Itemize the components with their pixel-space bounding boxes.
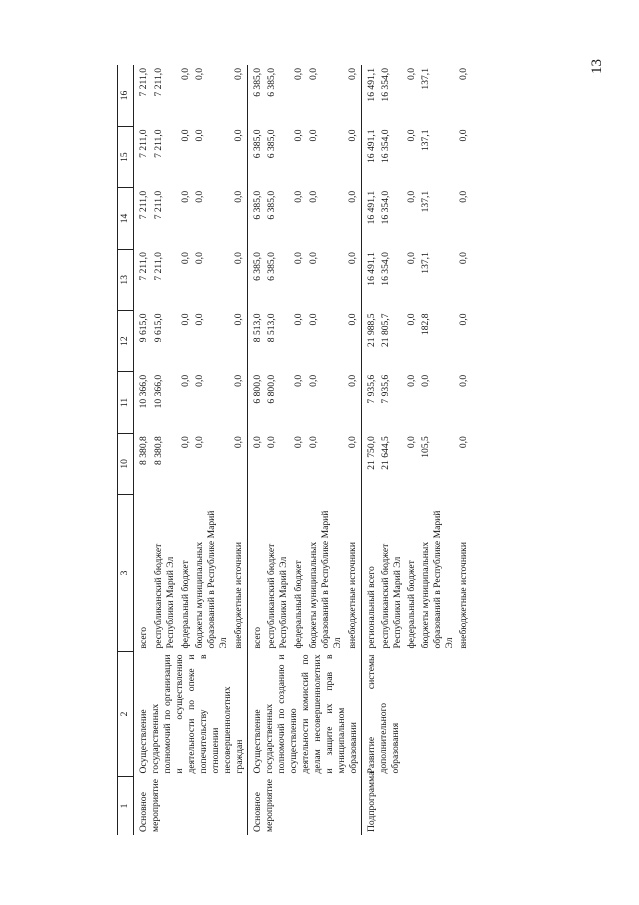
amount-cell: 21 988,5 bbox=[361, 310, 378, 371]
funding-source: всего bbox=[138, 626, 149, 649]
amount-cell: 0,0 bbox=[405, 129, 417, 142]
funding-source: бюджеты муниципальных образований в Республике Марий Эл bbox=[419, 510, 455, 649]
column-number-row bbox=[118, 65, 134, 835]
amount-cell: 0,0 bbox=[194, 252, 205, 265]
amount-cell: 8 513,0 bbox=[247, 310, 265, 371]
amount-cell: 0,0 bbox=[293, 252, 305, 265]
table-row bbox=[361, 65, 378, 835]
amount-cell: 0,0 bbox=[405, 252, 417, 265]
amount-cell: 182,8 bbox=[419, 313, 431, 336]
amount-cell: 16 491,1 bbox=[361, 126, 378, 187]
amount-cell: 0,0 bbox=[293, 68, 305, 80]
col-header: 15 bbox=[118, 126, 134, 187]
funding-source: республиканский бюджет Республики Марий Эл bbox=[152, 543, 176, 649]
amount-cell: 6 385,0 bbox=[247, 249, 265, 310]
amount-cell: 0,0 bbox=[194, 436, 205, 449]
page-number: 13 bbox=[589, 59, 605, 74]
amount-cell: 0,0 bbox=[347, 68, 359, 80]
amount-cell: 6 800,0 bbox=[266, 374, 278, 404]
amount-cell: 7 211,0 bbox=[138, 68, 149, 97]
budget-table bbox=[117, 65, 471, 835]
funding-source: республиканский бюджет Республики Марий Эл bbox=[379, 543, 403, 649]
amount-cell: 137,1 bbox=[419, 190, 431, 213]
amount-cell: 0,0 bbox=[179, 68, 191, 80]
amount-cell: 0,0 bbox=[194, 190, 205, 203]
amount-cell: 0,0 bbox=[347, 190, 359, 203]
amount-cell: 10 366,0 bbox=[138, 374, 149, 409]
amount-cell: 0,0 bbox=[293, 436, 305, 449]
amount-cell: 7 211,0 bbox=[138, 190, 149, 220]
funding-source: бюджеты муниципальных образований в Республике Марий Эл bbox=[194, 510, 229, 649]
amount-cell: 7 211,0 bbox=[152, 252, 164, 281]
amount-cell: 0,0 bbox=[194, 68, 205, 80]
amount-cell: 16 354,0 bbox=[379, 252, 391, 286]
amount-cell: 0,0 bbox=[307, 68, 319, 80]
group-type: Основное мероприятие bbox=[247, 777, 361, 836]
amount-cell: 0,0 bbox=[293, 313, 305, 326]
group-name: Развитие системы дополнительного образования bbox=[361, 652, 470, 777]
amount-cell: 0,0 bbox=[194, 374, 205, 387]
amount-cell: 0,0 bbox=[457, 129, 469, 142]
group-name: Осуществление государственных полномочий по созданию и осуществлению деятельности комиссий по делам несовершеннолетних и защите их прав в муниципальном образовании bbox=[247, 652, 361, 777]
col-header: 11 bbox=[118, 372, 134, 433]
amount-cell: 0,0 bbox=[194, 129, 205, 142]
table-row bbox=[134, 65, 152, 835]
amount-cell: 16 354,0 bbox=[379, 129, 391, 164]
group-name: Осуществление государственных полномочий по организации и осуществлению деятельности по опеке и попечительству в отношении несовершеннолетних граждан bbox=[138, 654, 245, 774]
amount-cell: 0,0 bbox=[457, 374, 469, 387]
amount-cell: 0,0 bbox=[347, 374, 359, 387]
funding-source: бюджеты муниципальных образований в Республике Марий Эл bbox=[307, 510, 343, 649]
funding-source: федеральный бюджет bbox=[405, 560, 417, 649]
amount-cell: 0,0 bbox=[293, 129, 305, 142]
amount-cell: 0,0 bbox=[233, 68, 245, 80]
amount-cell: 6 385,0 bbox=[266, 252, 278, 281]
amount-cell: 8 380,8 bbox=[138, 436, 149, 465]
amount-cell: 0,0 bbox=[419, 374, 431, 387]
amount-cell: 16 491,1 bbox=[361, 65, 378, 126]
col-header: 13 bbox=[118, 249, 134, 310]
col-header: 16 bbox=[118, 65, 134, 126]
amount-cell: 0,0 bbox=[179, 190, 191, 203]
funding-source: федеральный бюджет bbox=[179, 560, 191, 649]
budget-table-rotated bbox=[117, 65, 572, 835]
amount-cell: 0,0 bbox=[457, 313, 469, 326]
amount-cell: 0,0 bbox=[347, 313, 359, 326]
amount-cell: 9 615,0 bbox=[152, 313, 164, 343]
funding-source: внебюджетные источники bbox=[457, 542, 469, 649]
amount-cell: 21 750,0 bbox=[361, 433, 378, 494]
amount-cell: 0,0 bbox=[307, 436, 319, 449]
amount-cell: 0,0 bbox=[293, 190, 305, 203]
table-row bbox=[247, 65, 265, 835]
amount-cell: 105,5 bbox=[419, 436, 431, 458]
col-header: 12 bbox=[118, 310, 134, 371]
funding-source: внебюджетные источники bbox=[347, 542, 359, 649]
funding-source: всего bbox=[247, 495, 265, 652]
amount-cell: 7 211,0 bbox=[138, 129, 149, 158]
amount-cell: 0,0 bbox=[405, 436, 417, 449]
amount-cell: 6 385,0 bbox=[266, 68, 278, 97]
amount-cell: 0,0 bbox=[307, 129, 319, 142]
amount-cell: 9 615,0 bbox=[138, 313, 149, 343]
amount-cell: 6 800,0 bbox=[247, 372, 265, 433]
amount-cell: 0,0 bbox=[233, 436, 245, 449]
amount-cell: 0,0 bbox=[457, 68, 469, 80]
amount-cell: 0,0 bbox=[307, 313, 319, 326]
amount-cell: 6 385,0 bbox=[247, 65, 265, 126]
group-type: Основное мероприятие bbox=[138, 779, 161, 832]
amount-cell: 137,1 bbox=[419, 252, 431, 274]
amount-cell: 16 491,1 bbox=[361, 188, 378, 249]
amount-cell: 6 385,0 bbox=[266, 129, 278, 159]
amount-cell: 0,0 bbox=[179, 313, 191, 326]
table-body bbox=[134, 65, 471, 835]
amount-cell: 7 211,0 bbox=[152, 129, 164, 158]
amount-cell: 7 211,0 bbox=[152, 68, 164, 97]
amount-cell: 16 354,0 bbox=[379, 190, 391, 225]
col-header: 3 bbox=[118, 495, 134, 652]
amount-cell: 0,0 bbox=[405, 68, 417, 80]
amount-cell: 21 805,7 bbox=[379, 313, 391, 348]
amount-cell: 0,0 bbox=[457, 190, 469, 203]
amount-cell: 0,0 bbox=[347, 252, 359, 265]
amount-cell: 0,0 bbox=[233, 374, 245, 387]
amount-cell: 0,0 bbox=[179, 436, 191, 449]
col-header: 2 bbox=[118, 652, 134, 777]
amount-cell: 0,0 bbox=[307, 374, 319, 387]
amount-cell: 10 366,0 bbox=[152, 374, 164, 409]
amount-cell: 21 644,5 bbox=[379, 436, 391, 470]
amount-cell: 0,0 bbox=[194, 313, 205, 326]
amount-cell: 0,0 bbox=[233, 190, 245, 203]
amount-cell: 0,0 bbox=[405, 313, 417, 326]
amount-cell: 7 935,6 bbox=[379, 374, 391, 404]
funding-source: республиканский бюджет Республики Марий Эл bbox=[266, 543, 290, 649]
amount-cell: 0,0 bbox=[457, 436, 469, 449]
col-header: 1 bbox=[118, 777, 134, 836]
amount-cell: 6 385,0 bbox=[266, 190, 278, 220]
amount-cell: 0,0 bbox=[233, 252, 245, 265]
amount-cell: 16 491,1 bbox=[361, 249, 378, 310]
amount-cell: 0,0 bbox=[179, 129, 191, 142]
amount-cell: 16 354,0 bbox=[379, 68, 391, 102]
col-header: 14 bbox=[118, 188, 134, 249]
amount-cell: 137,1 bbox=[419, 68, 431, 90]
amount-cell: 8 380,8 bbox=[152, 436, 164, 465]
amount-cell: 0,0 bbox=[307, 190, 319, 203]
amount-cell: 137,1 bbox=[419, 129, 431, 152]
amount-cell: 0,0 bbox=[347, 436, 359, 449]
amount-cell: 7 935,6 bbox=[361, 372, 378, 433]
group-type: Подпрограмма bbox=[361, 777, 470, 836]
col-header: 10 bbox=[118, 433, 134, 494]
amount-cell: 0,0 bbox=[457, 252, 469, 265]
amount-cell: 0,0 bbox=[405, 190, 417, 203]
amount-cell: 0,0 bbox=[307, 252, 319, 265]
amount-cell: 7 211,0 bbox=[152, 190, 164, 220]
amount-cell: 6 385,0 bbox=[247, 126, 265, 187]
amount-cell: 0,0 bbox=[179, 374, 191, 387]
amount-cell: 0,0 bbox=[347, 129, 359, 142]
amount-cell: 0,0 bbox=[233, 313, 245, 326]
amount-cell: 0,0 bbox=[233, 129, 245, 142]
amount-cell: 0,0 bbox=[405, 374, 417, 387]
funding-source: региональный всего bbox=[361, 495, 378, 652]
amount-cell: 8 513,0 bbox=[266, 313, 278, 343]
funding-source: внебюджетные источники bbox=[233, 542, 245, 649]
amount-cell: 0,0 bbox=[247, 433, 265, 494]
amount-cell: 0,0 bbox=[266, 436, 278, 449]
amount-cell: 0,0 bbox=[179, 252, 191, 265]
funding-source: федеральный бюджет bbox=[293, 560, 305, 649]
amount-cell: 6 385,0 bbox=[247, 188, 265, 249]
amount-cell: 0,0 bbox=[293, 374, 305, 387]
amount-cell: 7 211,0 bbox=[138, 252, 149, 281]
